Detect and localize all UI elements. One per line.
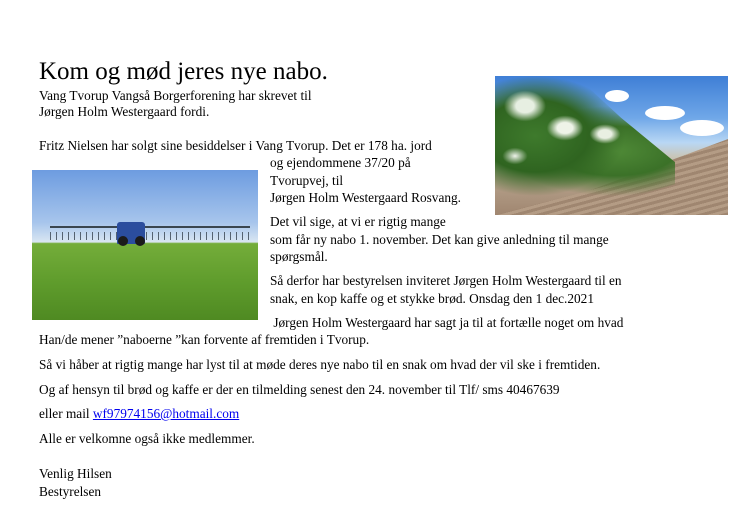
mail-prefix: eller mail [39,406,93,421]
accepted-line-1: Jørgen Holm Westergaard har sagt ja til at fortælle noget om hvad [270,315,624,330]
invite-line-1: Så derfor har bestyrelsen inviteret Jørgen Holm Westergaard til en [270,273,622,288]
sale-line-3: Tvorupvej, til [270,173,344,188]
hope-line-2: som får ny nabo 1. november. Det kan give anledning til mange [270,232,609,247]
email-link[interactable]: wf97974156@hotmail.com [92,406,240,421]
hope-line-1: Det vil sige, at vi er rigtig mange [270,214,446,229]
intro-line-1: Vang Tvorup Vangså Borgerforening har skrevet til [39,88,312,103]
welcome-paragraph: Alle er velkomne også ikke medlemmer. [39,431,255,446]
closing-signature: Bestyrelsen [39,484,102,499]
mail-paragraph [39,406,239,422]
accepted-line-2: Han/de mener ”naboerne ”kan forvente af fremtiden i Tvorup. [39,332,370,347]
field-sprayer-photo [32,170,258,320]
closing-greeting: Venlig Hilsen [39,466,112,481]
hope-paragraph: Så vi håber at rigtig mange har lyst til at møde deres nye nabo til en snak om hvad der vil ske i fremtiden. [39,357,601,372]
sale-line-4: Jørgen Holm Westergaard Rosvang. [270,190,461,205]
intro-line-2: Jørgen Holm Westergaard fordi. [39,104,210,119]
signup-paragraph: Og af hensyn til brød og kaffe er der en tilmelding senest den 24. november til Tlf/ sms 40467639 [39,382,560,397]
sale-line-1: Fritz Nielsen har solgt sine besiddelser i Vang Tvorup. Det er 178 ha. jord [39,138,432,153]
hedge-road-photo [495,76,728,215]
invite-line-2: snak, en kop kaffe og et stykke brød. Onsdag den 1 dec.2021 [270,291,594,306]
hope-line-3: spørgsmål. [270,249,328,264]
sale-line-2: og ejendommene 37/20 på [270,155,411,170]
page-title: Kom og mød jeres nye nabo. [39,58,328,85]
